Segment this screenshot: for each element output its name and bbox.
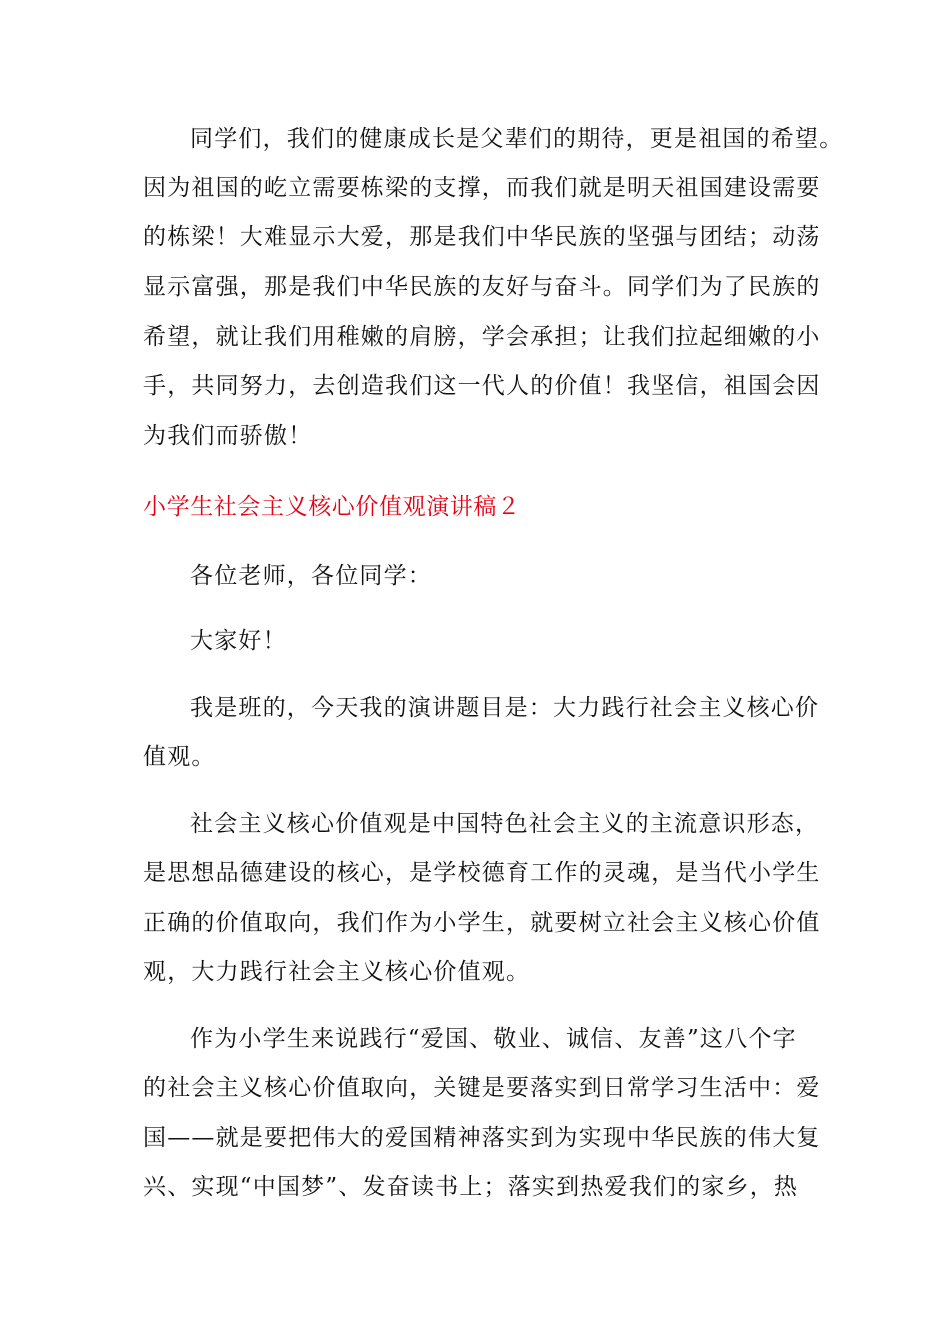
paragraph-4-line-2: 的社会主义核心价值取向，关键是要落实到日常学习生活中：爱 — [143, 1075, 821, 1101]
paragraph-1-line-7: 为我们而骄傲！ — [143, 423, 313, 449]
paragraph-2-line-1: 我是班的，今天我的演讲题目是：大力践行社会主义核心价 — [190, 695, 820, 721]
paragraph-3-line-1: 社会主义核心价值观是中国特色社会主义的主流意识形态， — [190, 811, 820, 837]
paragraph-4-line-1: 作为小学生来说践行“爱国、敬业、诚信、友善”这八个字 — [190, 1026, 797, 1052]
paragraph-3-line-4: 观，大力践行社会主义核心价值观。 — [143, 959, 531, 985]
paragraph-1-line-1: 同学们，我们的健康成长是父辈们的期待，更是祖国的希望。 — [190, 126, 844, 152]
paragraph-1-line-3: 的栋梁！大难显示大爱，那是我们中华民族的坚强与团结；动荡 — [143, 224, 821, 250]
paragraph-1-line-2: 因为祖国的屹立需要栋梁的支撑，而我们就是明天祖国建设需要 — [143, 175, 821, 201]
paragraph-1-line-5: 希望，就让我们用稚嫩的肩膀，学会承担；让我们拉起细嫩的小 — [143, 324, 821, 350]
paragraph-1-line-4: 显示富强，那是我们中华民族的友好与奋斗。同学们为了民族的 — [143, 274, 821, 300]
paragraph-3-line-3: 正确的价值取向，我们作为小学生，就要树立社会主义核心价值 — [143, 910, 821, 936]
paragraph-3-line-2: 是思想品德建设的核心，是学校德育工作的灵魂，是当代小学生 — [143, 860, 821, 886]
section-heading: 小学生社会主义核心价值观演讲稿２ — [143, 494, 521, 520]
greeting: 大家好！ — [190, 628, 287, 654]
paragraph-1-line-6: 手，共同努力，去创造我们这一代人的价值！我坚信，祖国会因 — [143, 373, 821, 399]
paragraph-4-line-3: 国——就是要把伟大的爱国精神落实到为实现中华民族的伟大复 — [143, 1125, 821, 1151]
salutation: 各位老师，各位同学： — [190, 563, 432, 589]
paragraph-2-line-2: 值观。 — [143, 744, 216, 770]
paragraph-4-line-4: 兴、实现“中国梦”、发奋读书上；落实到热爱我们的家乡，热 — [143, 1174, 799, 1200]
